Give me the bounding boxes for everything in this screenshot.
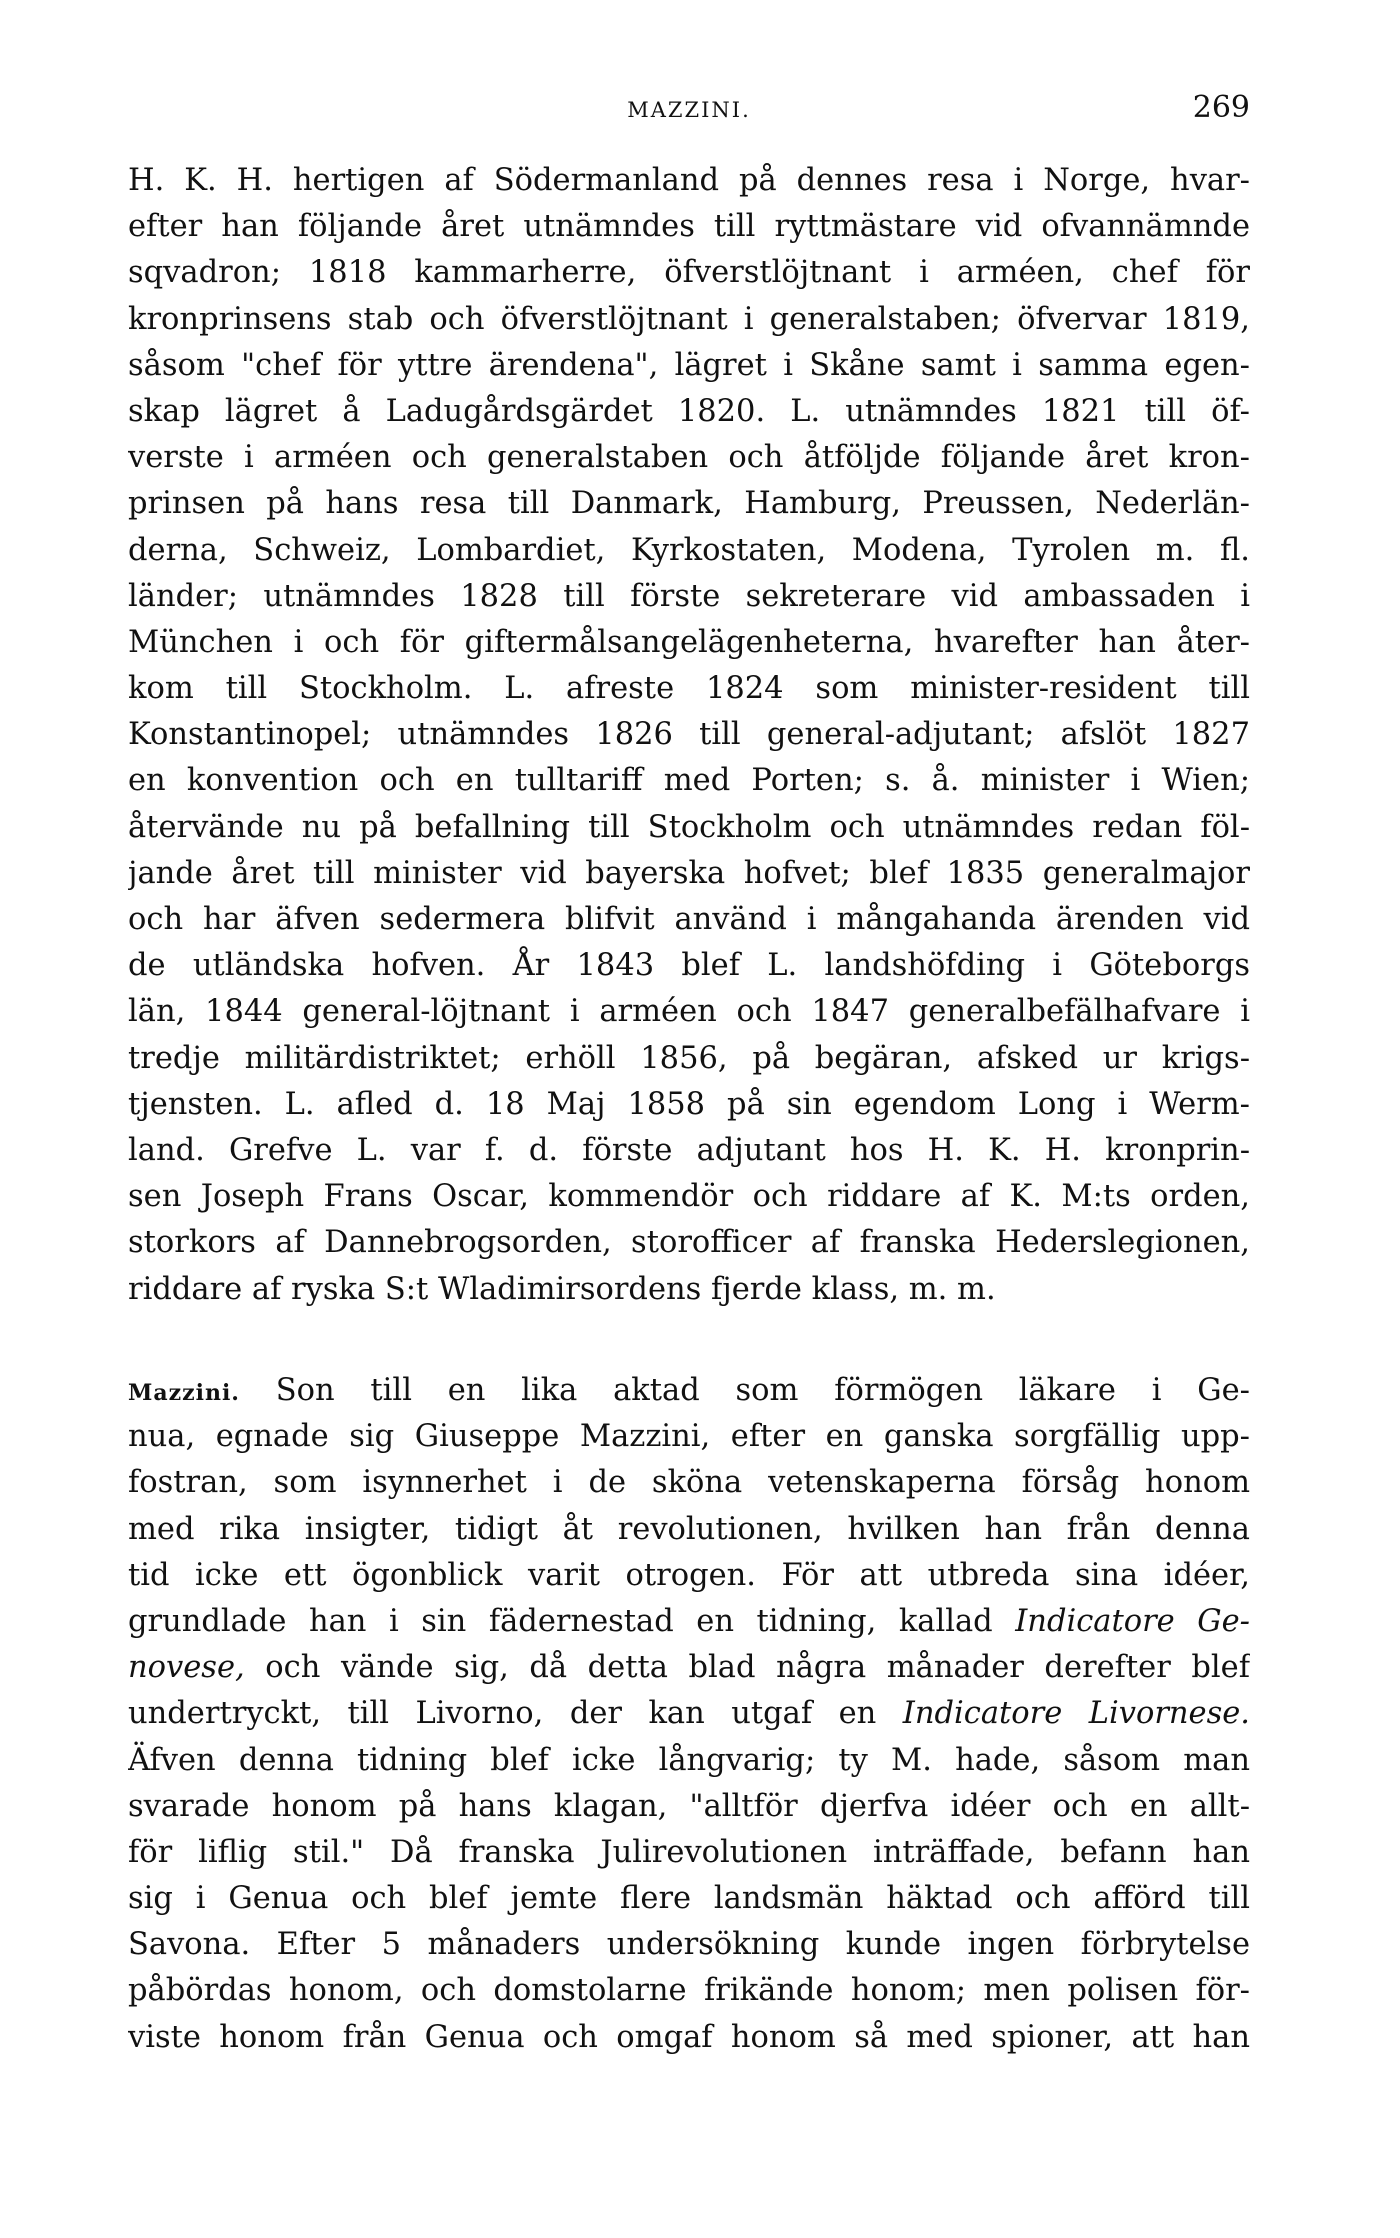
text-line: nua, egnade sig Giuseppe Mazzini, efter en ganska sorgfällig upp- — [128, 1419, 1250, 1455]
text-line: tjensten. L. afled d. 18 Maj 1858 på sin egendom Long i Werm- — [128, 1086, 1250, 1122]
text-line: en konvention och en tulltariff med Porten; s. å. minister i Wien; — [128, 763, 1250, 799]
text-line: skap lägret å Ladugårdsgärdet 1820. L. utnämndes 1821 till öf- — [128, 393, 1250, 429]
text-line: med rika insigter, tidigt åt revolutionen, hvilken han från denna — [128, 1511, 1250, 1547]
text-line: sen Joseph Frans Oscar, kommendör och riddare af K. M:ts orden, — [128, 1179, 1250, 1215]
italic-title: Indicatore Ge- — [1015, 1603, 1250, 1639]
text-segment: och vände sig, då detta blad några månader derefter blef — [265, 1650, 1250, 1686]
text-line: tredje militärdistriktet; erhöll 1856, på begäran, afsked ur krigs- — [128, 1040, 1250, 1076]
text-line: verste i arméen och generalstaben och åtföljde följande året kron- — [128, 440, 1250, 476]
text-line: prinsen på hans resa till Danmark, Hamburg, Preussen, Nederlän- — [128, 486, 1250, 522]
text-line — [128, 1645, 1250, 1691]
text-line: påbördas honom, och domstolarne frikände honom; men polisen för- — [128, 1973, 1250, 2009]
text-line: riddare af ryska S:t Wladimirsordens fjerde klass, m. m. — [128, 1271, 996, 1307]
text-segment: grundlade han i sin fädernestad en tidning, kallad — [128, 1603, 993, 1639]
text-line: län, 1844 general-löjtnant i arméen och 1847 generalbefälhafvare i — [128, 994, 1250, 1030]
text-line — [128, 1691, 1250, 1737]
running-title: MAZZINI. — [627, 98, 751, 122]
page-number: 269 — [1192, 90, 1250, 125]
text-line: fostran, som isynnerhet i de sköna vetenskaperna försåg honom — [128, 1465, 1250, 1501]
text-line: de utländska hofven. År 1843 blef L. landshöfding i Göteborgs — [128, 948, 1250, 984]
entry-heading: Mazzini. — [128, 1380, 240, 1406]
text-segment: Son till en lika aktad som förmögen läkare i Ge- — [275, 1373, 1250, 1408]
text-line: derna, Schweiz, Lombardiet, Kyrkostaten, Modena, Tyrolen m. fl. — [128, 532, 1250, 568]
text-line: såsom "chef för yttre ärendena", lägret i Skåne samt i samma egen- — [128, 347, 1250, 383]
italic-title: Indicatore Livornese. — [902, 1696, 1250, 1732]
text-line: sig i Genua och blef jemte flere landsmän häktad och afförd till — [128, 1881, 1250, 1917]
text-line: Konstantinopel; utnämndes 1826 till general-adjutant; afslöt 1827 — [128, 717, 1250, 753]
text-line — [128, 1599, 1250, 1645]
text-line: München i och för giftermålsangelägenheterna, hvarefter han åter- — [128, 624, 1250, 660]
text-line: kronprinsens stab och öfverstlöjtnant i generalstaben; öfvervar 1819, — [128, 301, 1250, 337]
text-line: svarade honom på hans klagan, "alltför djerfva idéer och en allt- — [128, 1788, 1250, 1824]
entry-mazzini — [128, 1368, 1250, 2061]
text-line: Savona. Efter 5 månaders undersökning kunde ingen förbrytelse — [128, 1927, 1250, 1963]
text-line: återvände nu på befallning till Stockholm och utnämndes redan föl- — [128, 809, 1250, 845]
text-line: och har äfven sedermera blifvit använd i mångahanda ärenden vid — [128, 902, 1250, 937]
italic-title: novese, — [128, 1650, 245, 1686]
text-line: land. Grefve L. var f. d. förste adjutant hos H. K. H. kronprin- — [128, 1132, 1250, 1168]
text-line: länder; utnämndes 1828 till förste sekreterare vid ambassaden i — [128, 578, 1250, 614]
running-head — [128, 90, 1250, 130]
text-line: Äfven denna tidning blef icke långvarig; ty M. hade, såsom man — [128, 1742, 1250, 1778]
text-line: tid icke ett ögonblick varit otrogen. För att utbreda sina idéer, — [128, 1557, 1250, 1593]
text-line: efter han följande året utnämndes till ryttmästare vid ofvannämnde — [128, 209, 1250, 245]
text-line — [128, 1368, 1250, 1414]
paragraph-continuation — [128, 158, 1250, 1313]
text-line: storkors af Dannebrogsorden, storofficer af franska Hederslegionen, — [128, 1225, 1250, 1261]
text-line: viste honom från Genua och omgaf honom så med spioner, att han — [128, 2019, 1250, 2055]
text-line: jande året till minister vid bayerska hofvet; blef 1835 generalmajor — [128, 855, 1250, 891]
text-line: H. K. H. hertigen af Södermanland på dennes resa i Norge, hvar- — [128, 163, 1250, 198]
text-line: sqvadron; 1818 kammarherre, öfverstlöjtnant i arméen, chef för — [128, 255, 1250, 291]
text-line: kom till Stockholm. L. afreste 1824 som minister-resident till — [128, 671, 1250, 707]
text-line: för liflig stil." Då franska Julirevolutionen inträffade, befann han — [128, 1834, 1250, 1870]
text-segment: undertryckt, till Livorno, der kan utgaf en — [128, 1696, 877, 1732]
